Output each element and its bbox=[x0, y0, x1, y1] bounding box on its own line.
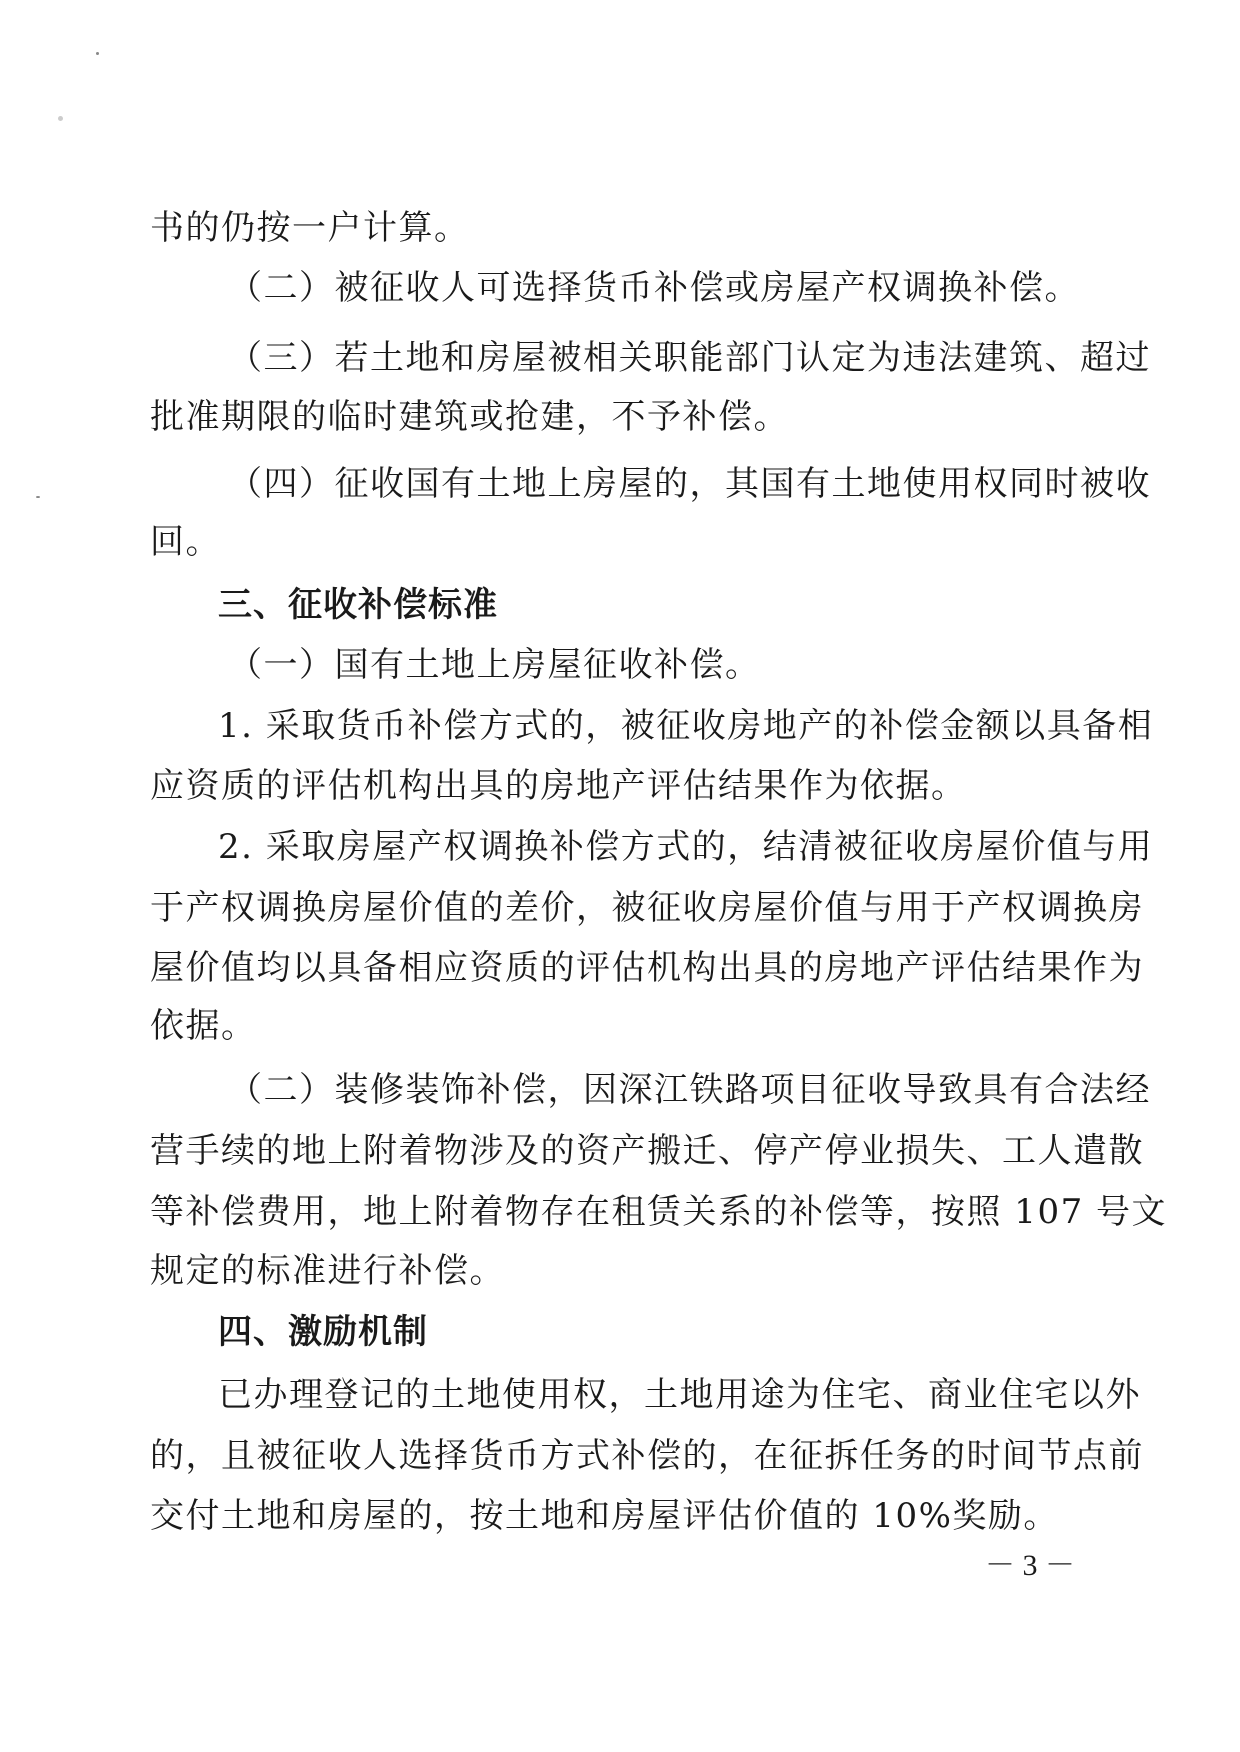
paragraph-line: （一）国有土地上房屋征收补偿。 bbox=[228, 645, 761, 685]
paragraph-line: 回。 bbox=[150, 522, 221, 562]
paragraph-line: （三）若土地和房屋被相关职能部门认定为违法建筑、超过 bbox=[228, 338, 1151, 378]
paragraph-line: 1. 采取货币补偿方式的，被征收房地产的补偿金额以具备相 bbox=[218, 706, 1154, 746]
paragraph-line: 于产权调换房屋价值的差价，被征收房屋价值与用于产权调换房 bbox=[150, 888, 1144, 928]
scan-speck bbox=[36, 496, 40, 498]
paragraph-line: 营手续的地上附着物涉及的资产搬迁、停产停业损失、工人遣散 bbox=[150, 1131, 1144, 1171]
paragraph-line: 交付土地和房屋的，按土地和房屋评估价值的 10%奖励。 bbox=[150, 1496, 1059, 1536]
paragraph-line: （二）装修装饰补偿，因深江铁路项目征收导致具有合法经 bbox=[228, 1070, 1151, 1110]
paragraph-line: 书的仍按一户计算。 bbox=[150, 208, 470, 248]
paragraph-line: 2. 采取房屋产权调换补偿方式的，结清被征收房屋价值与用 bbox=[218, 827, 1154, 867]
scan-speck bbox=[96, 52, 99, 55]
paragraph-line: （四）征收国有土地上房屋的，其国有土地使用权同时被收 bbox=[228, 464, 1151, 504]
paragraph-line: （二）被征收人可选择货币补偿或房屋产权调换补偿。 bbox=[228, 268, 1080, 308]
paragraph-line: 依据。 bbox=[150, 1006, 257, 1046]
paragraph-line: 的，且被征收人选择货币方式补偿的，在征拆任务的时间节点前 bbox=[150, 1436, 1144, 1476]
paragraph-line: 批准期限的临时建筑或抢建，不予补偿。 bbox=[150, 397, 789, 437]
section-heading: 四、激励机制 bbox=[218, 1312, 428, 1352]
paragraph-line: 等补偿费用，地上附着物存在租赁关系的补偿等，按照 107 号文 bbox=[150, 1192, 1168, 1232]
section-heading: 三、征收补偿标准 bbox=[218, 585, 498, 625]
paragraph-line: 应资质的评估机构出具的房地产评估结果作为依据。 bbox=[150, 766, 967, 806]
paragraph-line: 规定的标准进行补偿。 bbox=[150, 1251, 505, 1291]
paragraph-line: 已办理登记的土地使用权，土地用途为住宅、商业住宅以外 bbox=[218, 1375, 1141, 1415]
page-number: － 3 － bbox=[985, 1549, 1075, 1582]
scan-speck bbox=[58, 116, 63, 121]
paragraph-line: 屋价值均以具备相应资质的评估机构出具的房地产评估结果作为 bbox=[150, 948, 1144, 988]
